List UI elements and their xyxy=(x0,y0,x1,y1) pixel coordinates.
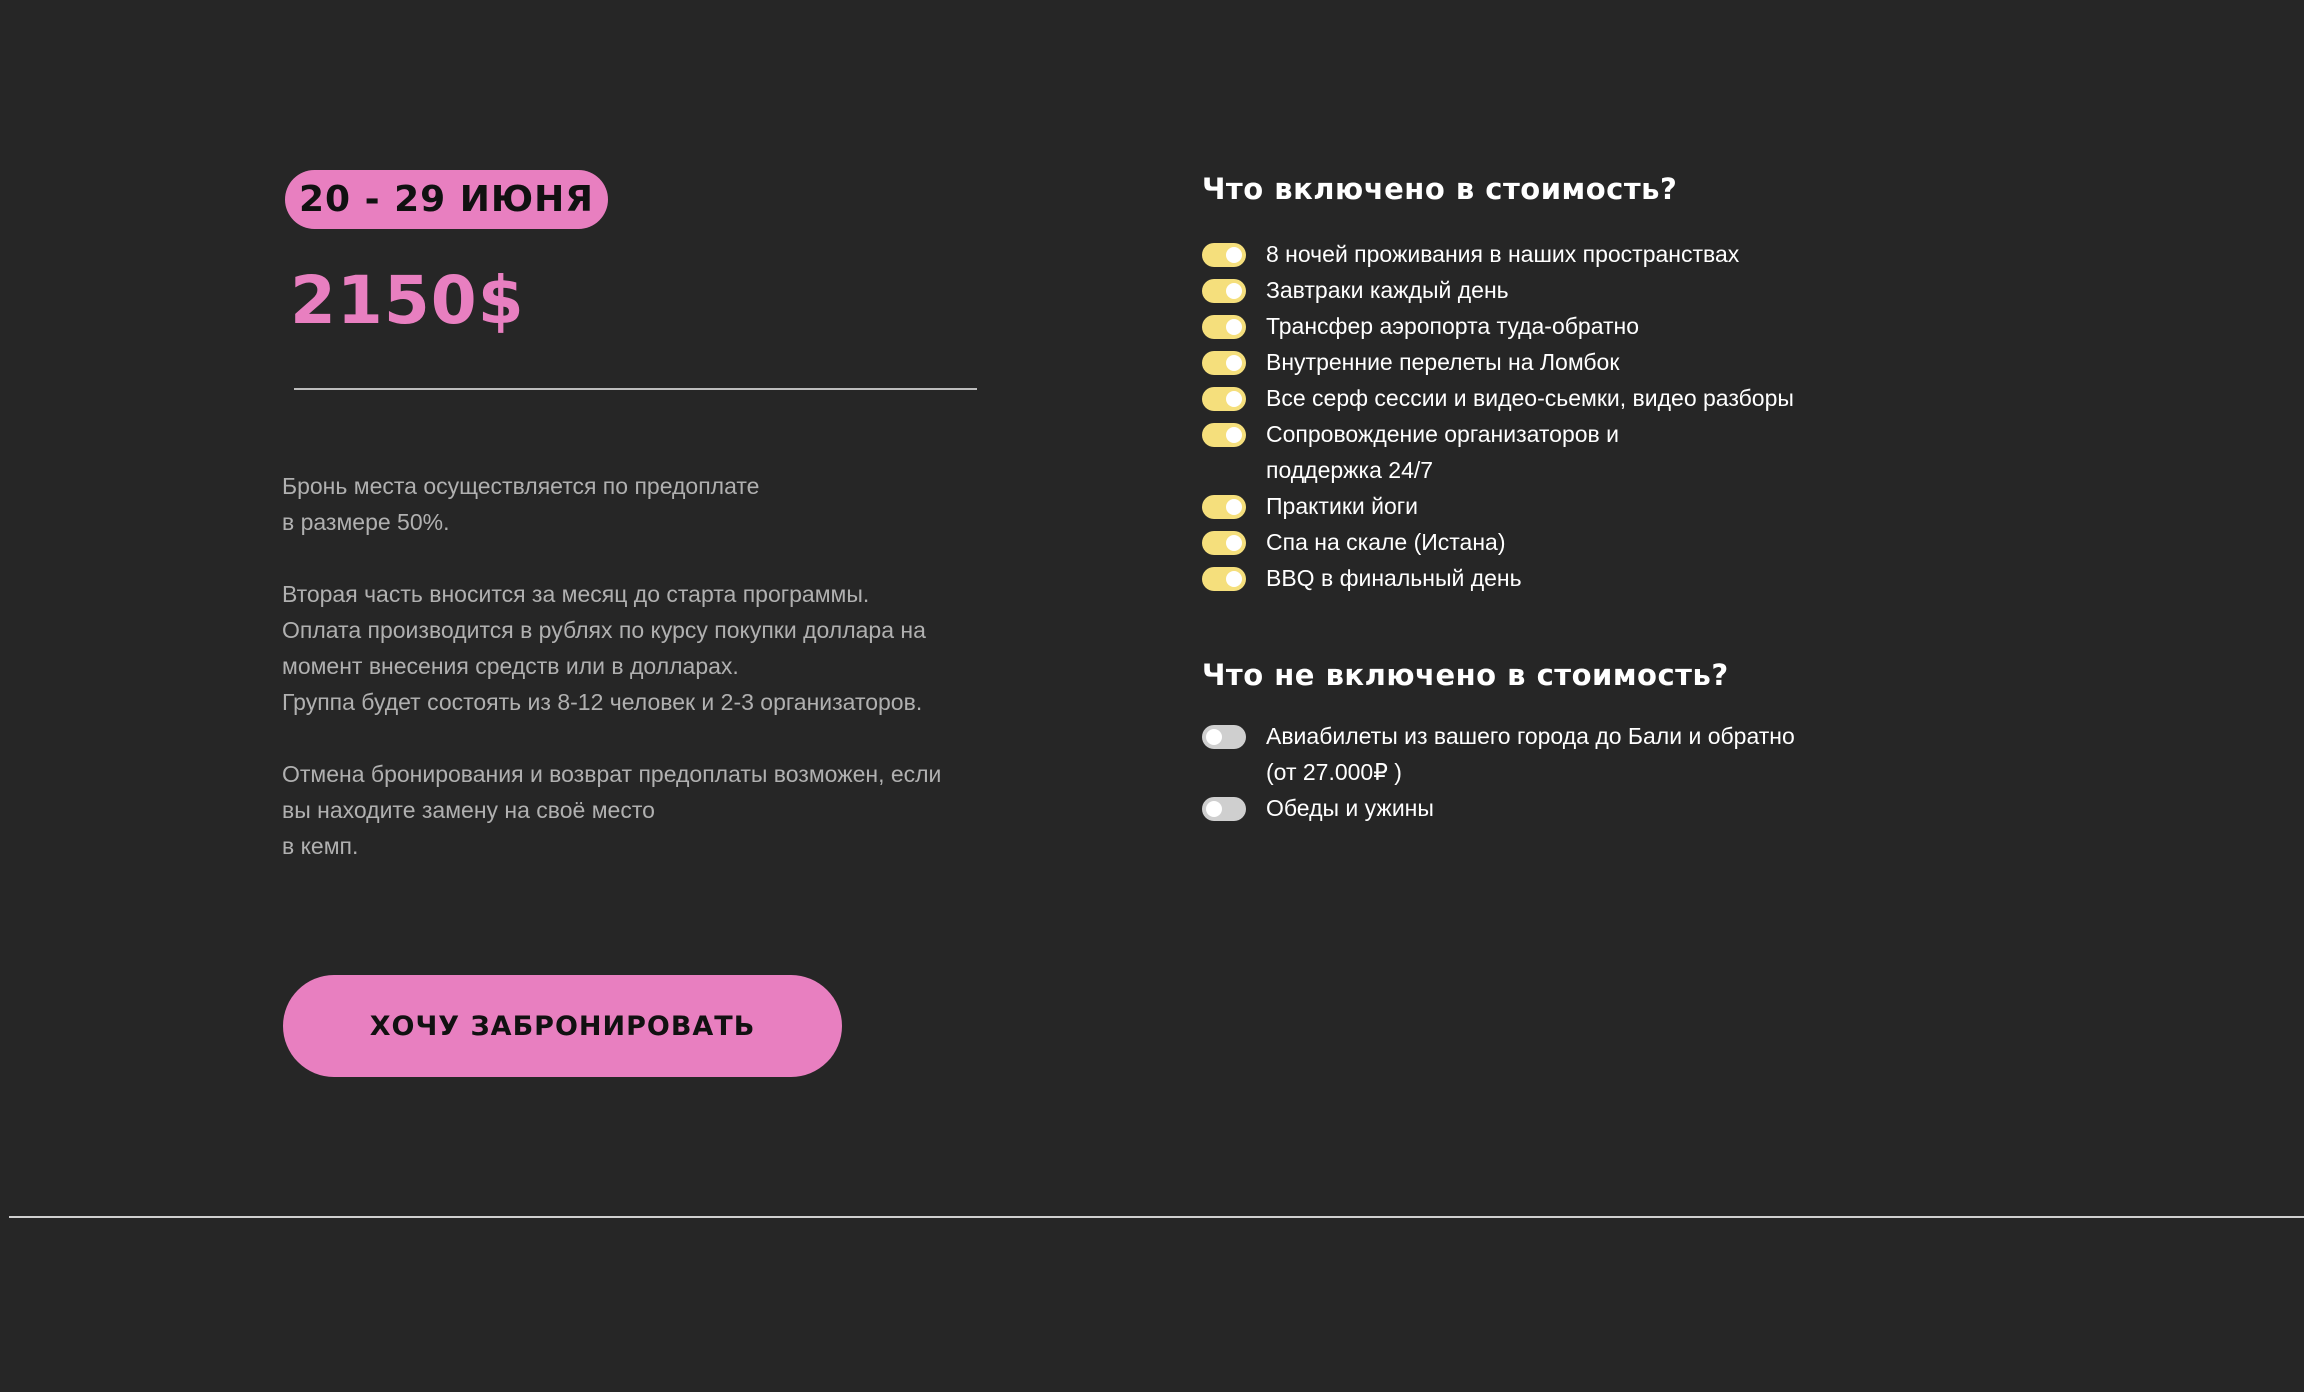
included-item-text: Сопровождение организаторов и поддержка 24/7 xyxy=(1266,421,1620,483)
toggle-on-icon xyxy=(1202,567,1246,591)
toggle-off-icon xyxy=(1202,725,1246,749)
toggle-on-icon xyxy=(1202,279,1246,303)
included-item-text: 8 ночей проживания в наших пространствах xyxy=(1266,241,1740,267)
included-item-text: Трансфер аэропорта туда-обратно xyxy=(1266,313,1640,339)
included-item xyxy=(1202,236,1902,272)
excluded-item xyxy=(1202,718,1902,790)
toggle-on-icon xyxy=(1202,495,1246,519)
toggle-on-icon xyxy=(1202,351,1246,375)
included-item xyxy=(1202,272,1902,308)
included-item xyxy=(1202,344,1902,380)
toggle-on-icon xyxy=(1202,387,1246,411)
booking-info-paragraph: Отмена бронирования и возврат предоплаты возможен, если вы находите замену на своё место в кемп. xyxy=(282,761,942,859)
excluded-item-text: Авиабилеты из вашего города до Бали и обратно (от 27.000₽ ) xyxy=(1266,723,1795,785)
excluded-title: Что не включено в стоимость? xyxy=(1202,658,1729,692)
included-item-text: Практики йоги xyxy=(1266,493,1418,519)
booking-info-paragraph: Бронь места осуществляется по предоплате в размере 50%. xyxy=(282,473,760,535)
toggle-on-icon xyxy=(1202,423,1246,447)
booking-info-paragraph: Вторая часть вносится за месяц до старта программы. Оплата производится в рублях по курсу покупки доллара на момент внесения средств или в долларах. Группа будет состоять из 8-12 человек и 2-3 организаторов. xyxy=(282,581,926,715)
section-divider xyxy=(9,1216,2304,1218)
included-item xyxy=(1202,488,1902,524)
included-item xyxy=(1202,416,1902,488)
excluded-item xyxy=(1202,790,1902,826)
included-item xyxy=(1202,560,1902,596)
included-item xyxy=(1202,308,1902,344)
toggle-on-icon xyxy=(1202,315,1246,339)
included-item-text: BBQ в финальный день xyxy=(1266,565,1522,591)
included-list xyxy=(1202,236,1902,596)
booking-info xyxy=(282,468,1002,900)
price-divider xyxy=(294,388,977,390)
included-item-text: Все серф сессии и видео-сьемки, видео разборы xyxy=(1266,385,1794,411)
excluded-list xyxy=(1202,718,1902,826)
included-title: Что включено в стоимость? xyxy=(1202,172,1678,206)
price: 2150$ xyxy=(290,262,525,339)
toggle-on-icon xyxy=(1202,531,1246,555)
toggle-off-icon xyxy=(1202,797,1246,821)
included-item-text: Завтраки каждый день xyxy=(1266,277,1509,303)
book-button[interactable]: ХОЧУ ЗАБРОНИРОВАТЬ xyxy=(283,975,842,1077)
excluded-item-text: Обеды и ужины xyxy=(1266,795,1434,821)
toggle-on-icon xyxy=(1202,243,1246,267)
included-item-text: Внутренние перелеты на Ломбок xyxy=(1266,349,1620,375)
date-badge: 20 - 29 ИЮНЯ xyxy=(285,170,608,229)
included-item xyxy=(1202,380,1902,416)
included-item-text: Спа на скале (Истана) xyxy=(1266,529,1506,555)
included-item xyxy=(1202,524,1902,560)
